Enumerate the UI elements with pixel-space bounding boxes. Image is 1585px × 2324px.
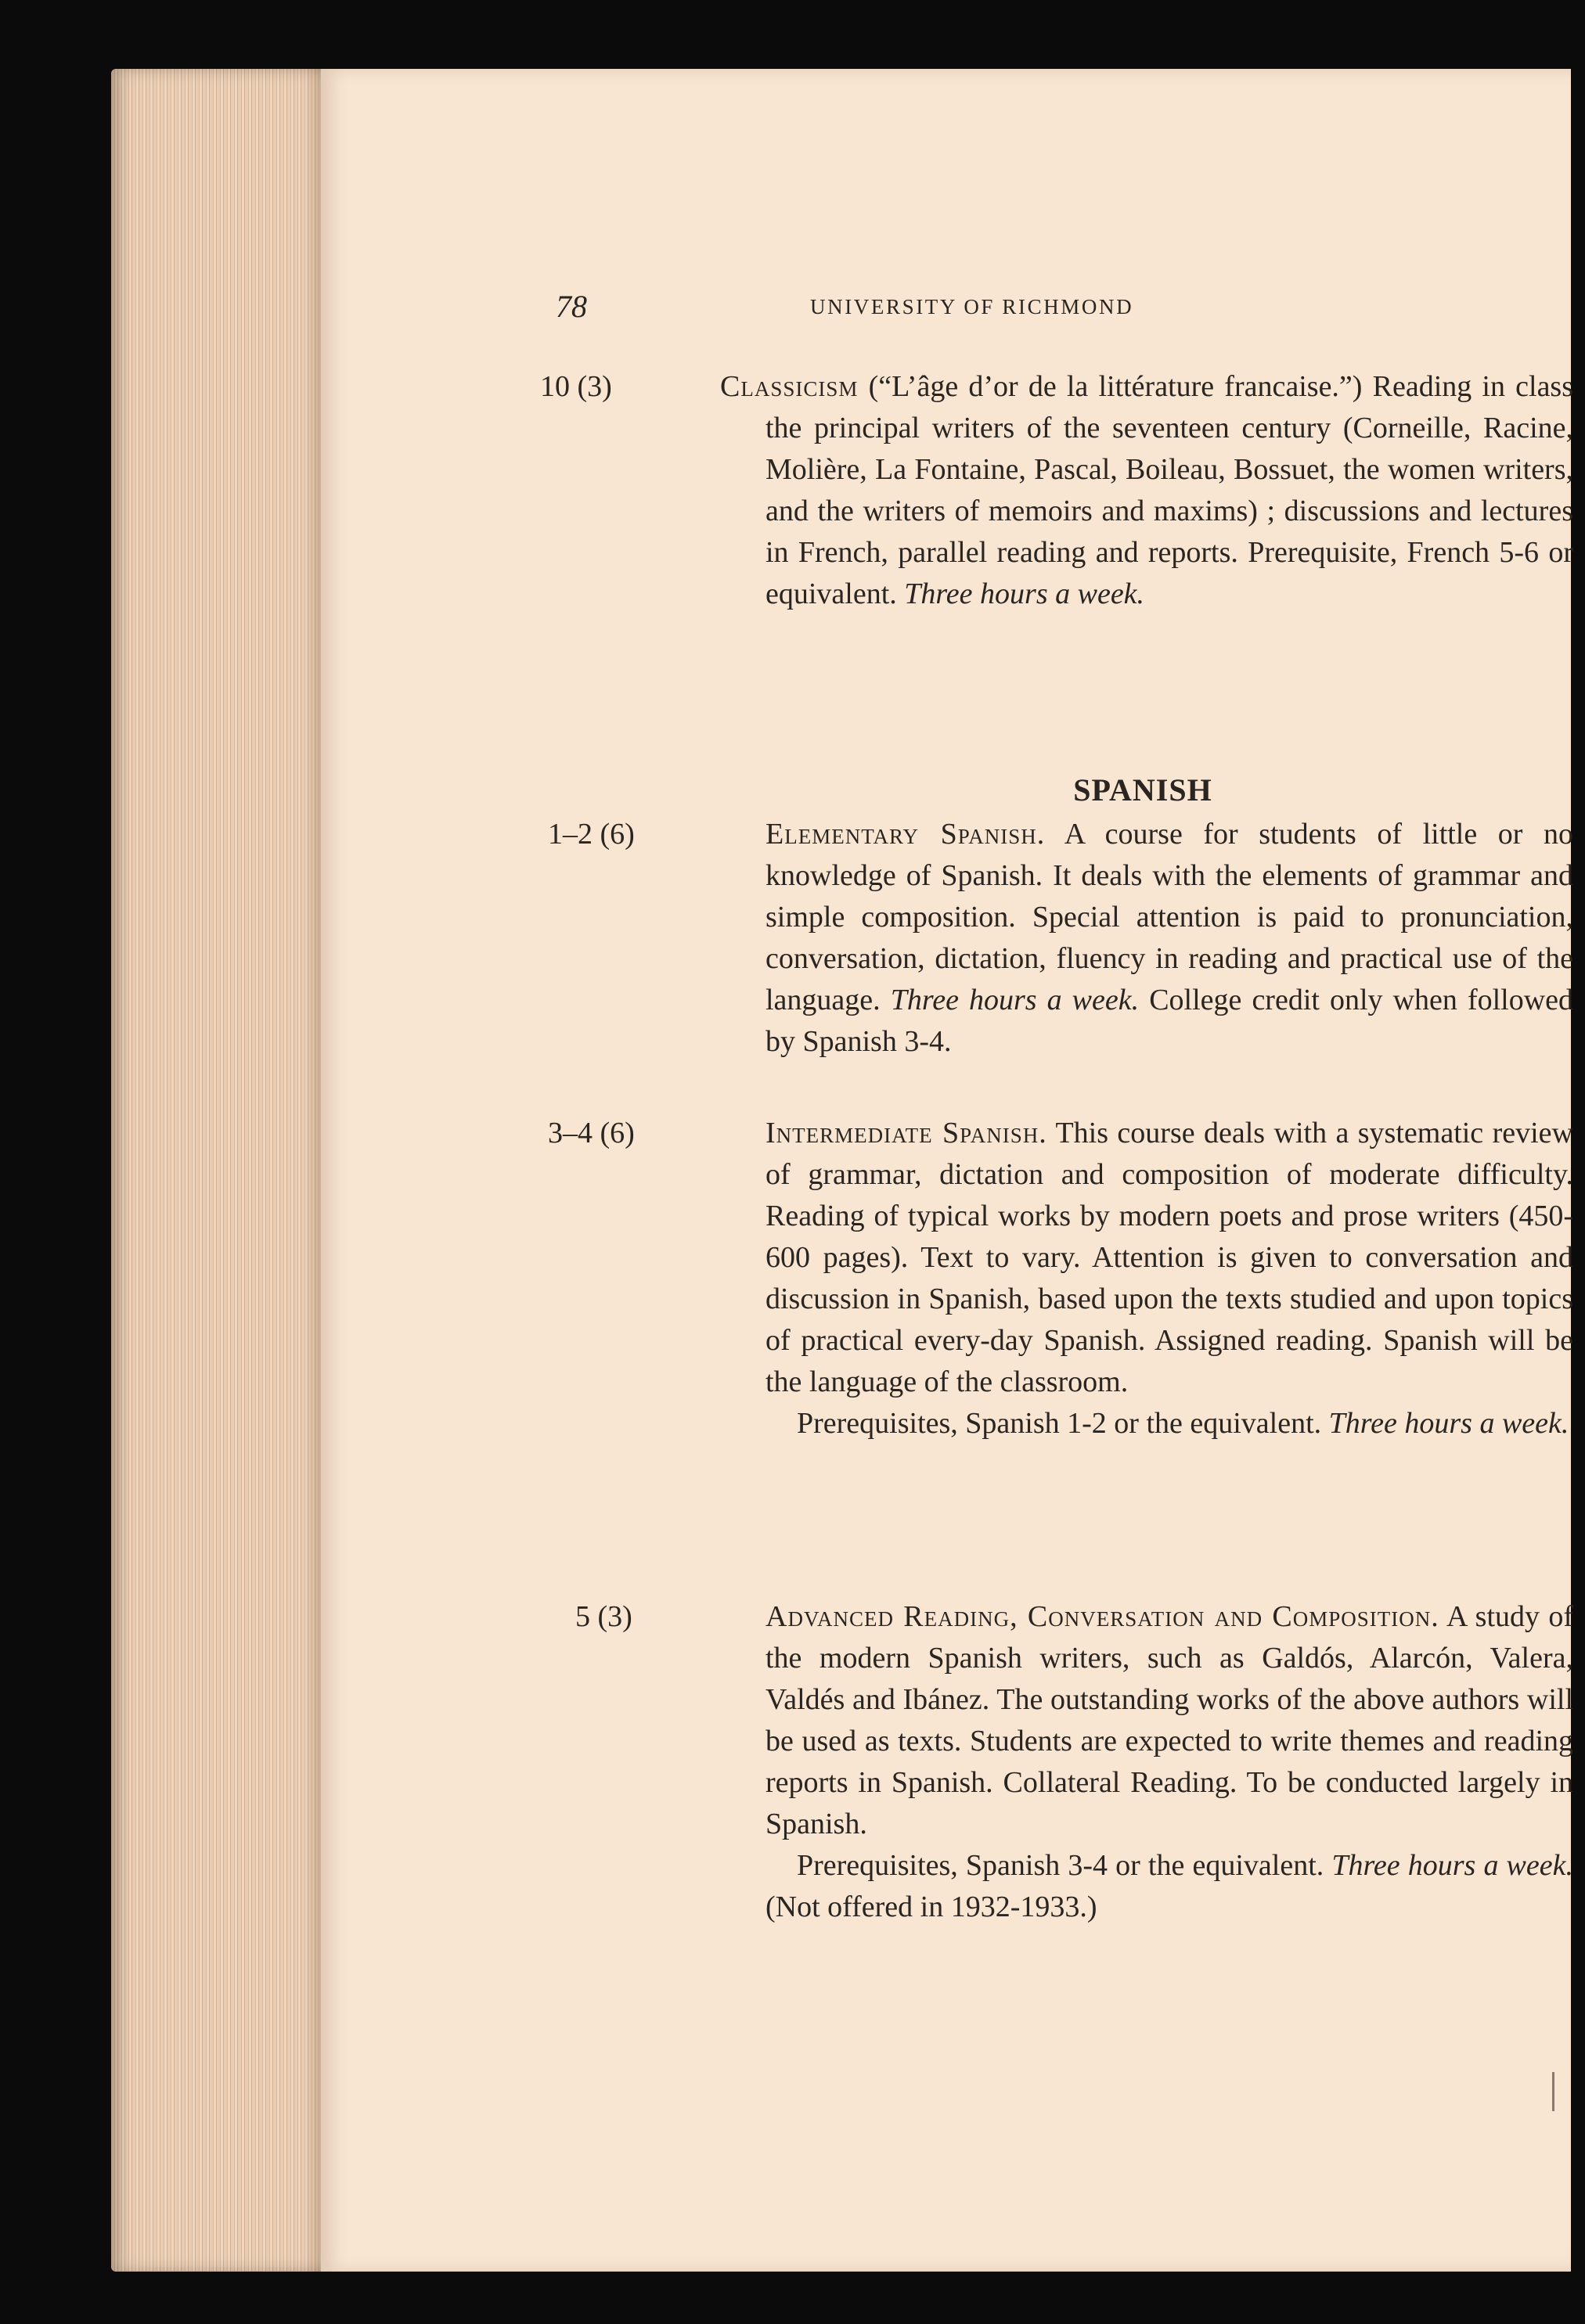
- course-description: (“L’âge d’or de la littérature francaise.”) Reading in class the principal writers of the seventeen century (Corneille, Racine, Molière, La Fontaine, Pascal, Boileau, Bossuet, the women writers, and the writers of memoirs and maxims) ; discussions and lectures in French, parallel reading and reports. Prerequisite, French 5-6 or equivalent.: [765, 370, 1574, 610]
- course-hours: Three hours a week.: [1328, 1407, 1569, 1440]
- course-entry-intermediate-spanish: [548, 1113, 1573, 1444]
- course-title: Elementary Spanish.: [765, 818, 1046, 851]
- course-body: [720, 814, 1573, 1063]
- course-number: 1–2 (6): [548, 818, 635, 851]
- course-prereq-paragraph: [765, 1403, 1573, 1444]
- page-number: 78: [556, 289, 587, 324]
- course-number: 10 (3): [540, 370, 612, 403]
- course-body: [720, 366, 1573, 615]
- running-head-title: UNIVERSITY OF RICHMOND: [810, 295, 1134, 318]
- section-title-spanish: SPANISH: [1073, 772, 1212, 808]
- course-body: [720, 1113, 1573, 1403]
- course-title: Advanced Reading, Conversation and Composition.: [765, 1600, 1439, 1633]
- course-number: 5 (3): [575, 1600, 632, 1633]
- course-entry-elementary-spanish: [548, 814, 1574, 1063]
- stacked-page-edges: [111, 69, 326, 2272]
- course-hours: Three hours a week.: [890, 984, 1140, 1016]
- course-title: Intermediate Spanish.: [765, 1117, 1047, 1149]
- course-note: (Not offered in 1932-1933.): [765, 1890, 1097, 1923]
- course-prereq-paragraph: [765, 1845, 1573, 1928]
- course-entry-classicism: [540, 366, 1574, 615]
- course-note: College credit only when followed by Spanish 3-4.: [765, 984, 1574, 1058]
- book-page: [321, 69, 1574, 2272]
- course-hours: Three hours a week.: [904, 577, 1145, 610]
- course-number: 3–4 (6): [548, 1117, 635, 1149]
- course-prereq: Prerequisites, Spanish 1-2 or the equivalent.: [797, 1407, 1322, 1440]
- page-margin-mark: [1552, 2072, 1554, 2111]
- course-description: A course for students of little or no knowledge of Spanish. It deals with the elements of grammar and simple composition. Special attention is paid to pronunciation, conversation, dictation, fluency in reading and practical use of the language.: [765, 818, 1574, 1016]
- course-description: A study of the modern Spanish writers, such as Galdós, Alarcón, Valera, Valdés and Ibánez. The outstanding works of the above authors will be used as texts. Students are expected to write themes and reading reports in Spanish. Collateral Reading. To be conducted largely in Spanish.: [765, 1600, 1573, 1840]
- course-title: Classicism: [720, 370, 859, 403]
- course-hours: Three hours a week.: [1331, 1849, 1574, 1882]
- course-body: [720, 1596, 1573, 1845]
- course-entry-advanced-reading: [556, 1596, 1573, 1928]
- course-prereq: Prerequisites, Spanish 3-4 or the equivalent.: [797, 1849, 1324, 1882]
- course-description: This course deals with a systematic review of grammar, dictation and composition of moderate difficulty. Reading of typical works by modern poets and prose writers (450-600 pages). Text to vary. Attention is given to conversation and discussion in Spanish, based upon the texts studied and upon topics of practical every-day Spanish. Assigned reading. Spanish will be the language of the classroom.: [765, 1117, 1573, 1398]
- running-head: [556, 288, 1573, 327]
